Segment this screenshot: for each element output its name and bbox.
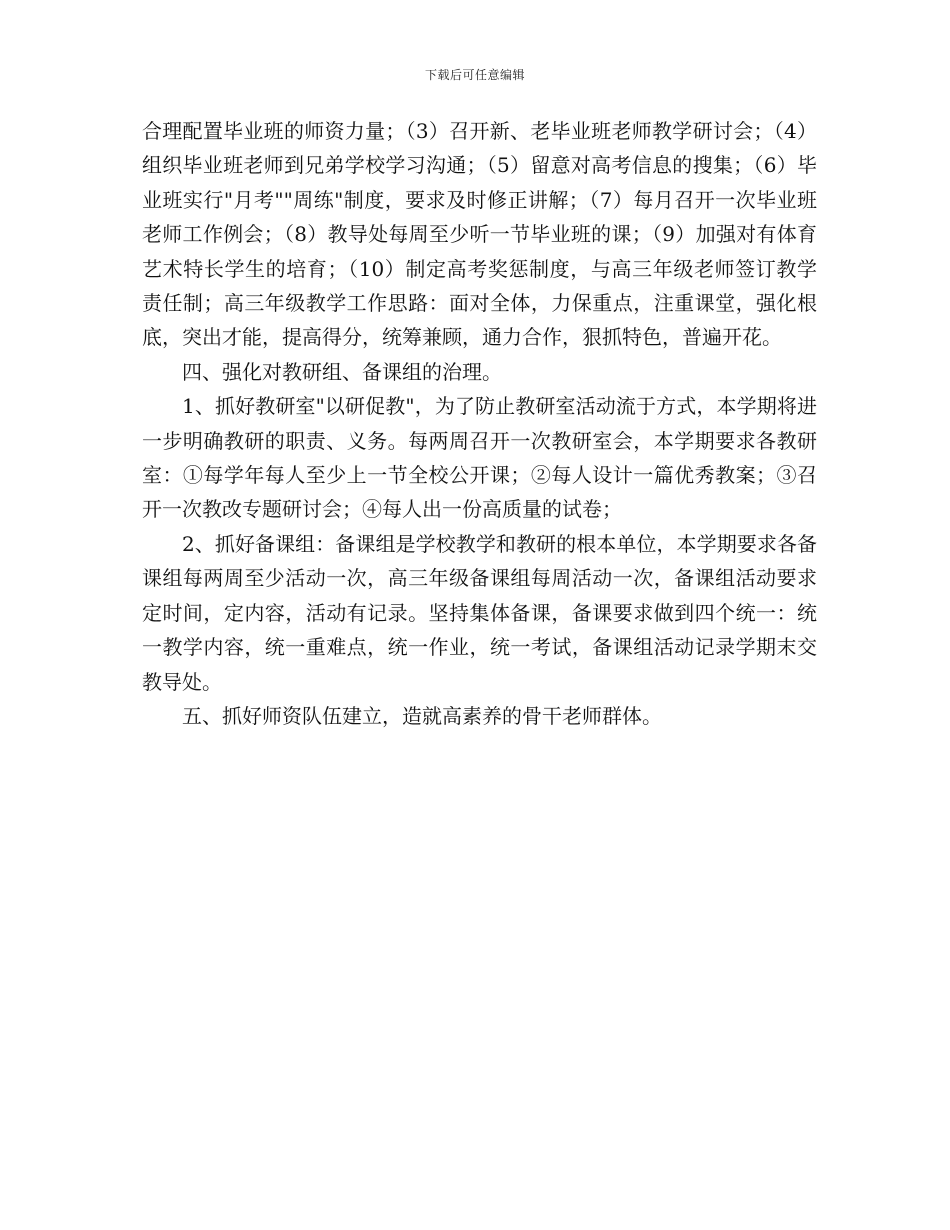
paragraph-continued: 合理配置毕业班的师资力量；（3）召开新、老毕业班老师教学研讨会；（4）组织毕业班老师到兄弟学校学习沟通；（5）留意对高考信息的搜集；（6）毕业班实行"月考""周练"制度，要求及时修正讲解；（7）每月召开一次毕业班老师工作例会；（8）教导处每周至少听一节毕业班的课；（9）加强对有体育艺术特长学生的培育；（10）制定高考奖惩制度，与高三年级老师签订教学责任制；高三年级教学工作思路：面对全体，力保重点，注重课堂，强化根底，突出才能，提高得分，统筹兼顾，通力合作，狠抓特色，普遍开花。 [142,119,817,350]
paragraph-item-one: 1、抓好教研室"以研促教"，为了防止教研室活动流于方式，本学期将进一步明确教研的职责、义务。每两周召开一次教研室会，本学期要求各教研室：①每学年每人至少上一节全校公开课；②每人设计一篇优秀教案；③召开一次教改专题研讨会；④每人出一份高质量的试卷； [142,394,817,522]
paragraph-item-two: 2、抓好备课组：备课组是学校教学和教研的根本单位，本学期要求各备课组每两周至少活动一次，高三年级备课组每周活动一次，备课组活动要求定时间，定内容，活动有记录。坚持集体备课，备课要求做到四个统一：统一教学内容，统一重难点，统一作业，统一考试，备课组活动记录学期末交教导处。 [142,531,817,694]
section-heading-four: 四、强化对教研组、备课组的治理。 [182,359,502,384]
header-note: 下载后可任意编辑 [424,68,525,82]
document-body [142,114,817,733]
section-heading-five: 五、抓好师资队伍建立，造就高素养的骨干老师群体。 [182,703,662,728]
